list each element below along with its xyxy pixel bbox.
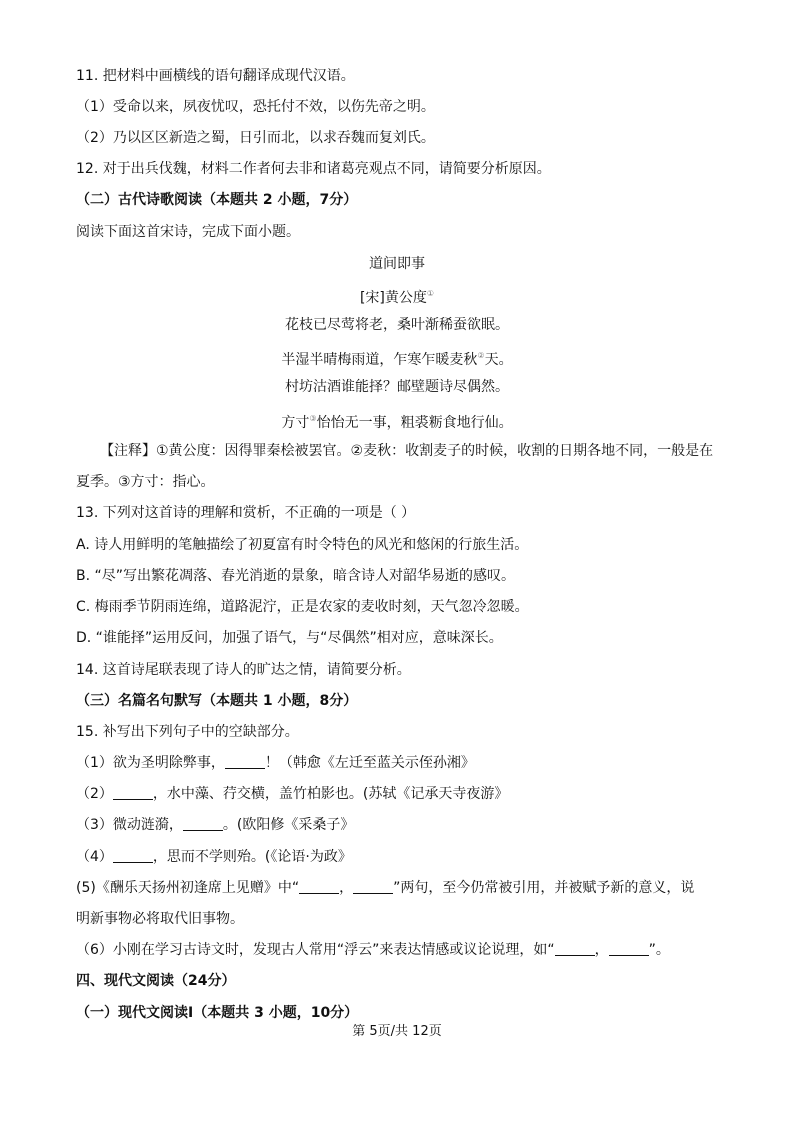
answer-blank[interactable]	[225, 754, 265, 769]
q13-option-a: A. 诗人用鲜明的笔触描绘了初夏富有时令特色的风光和悠闲的行旅生活。	[76, 537, 529, 553]
q15-item-5-cont: 明新事物必将取代旧事物。	[76, 911, 244, 927]
q15-item-3: （3）微动涟漪， 。(欧阳修《采桑子》	[76, 817, 355, 833]
answer-blank[interactable]	[609, 941, 649, 956]
poem-note-line-2: 夏季。③方寸：指心。	[76, 474, 215, 490]
note-marker-1: ①	[426, 289, 435, 298]
answer-blank[interactable]	[299, 879, 339, 894]
note-marker-2: ②	[477, 351, 485, 360]
q15-item-4: （4） ，思而不学则殆。(《论语·为政》	[76, 849, 352, 865]
poem-intro: 阅读下面这首宋诗，完成下面小题。	[76, 224, 300, 240]
answer-blank[interactable]	[353, 879, 393, 894]
q13-option-b: B. “尽”写出繁花凋落、春光消逝的景象，暗含诗人对韶华易逝的感叹。	[76, 568, 516, 584]
section-famous-heading: （三）名篇名句默写（本题共 1 小题，8分）	[76, 693, 358, 709]
poem-line-1: 花枝已尽莺将老，桑叶渐稀蚕欲眠。	[285, 317, 509, 333]
answer-blank[interactable]	[555, 941, 595, 956]
q15-item-2: （2） ，水中藻、荇交横，盖竹柏影也。(苏轼《记承天寺夜游》	[76, 786, 509, 802]
q13-option-c: C. 梅雨季节阴雨连绵，道路泥泞，正是农家的麦收时刻，天气忽冷忽暖。	[76, 599, 529, 615]
q15-stem: 15. 补写出下列句子中的空缺部分。	[76, 724, 299, 740]
poem-note-line-1: 【注释】①黄公度：因得罪秦桧被罢官。②麦秋：收割麦子的时候，收割的日期各地不同，一般是在	[100, 443, 714, 459]
q13-stem: 13. 下列对这首诗的理解和赏析，不正确的一项是（ ）	[76, 505, 416, 521]
q12-stem: 12. 对于出兵伐魏，材料二作者何去非和诸葛亮观点不同，请简要分析原因。	[76, 161, 551, 177]
note-marker-3: ③	[309, 414, 317, 423]
q11-stem: 11. 把材料中画横线的语句翻译成现代汉语。	[76, 68, 355, 84]
poem-title: 道间即事	[369, 256, 425, 272]
q13-option-d: D. “谁能择”运用反问，加强了语气，与“尽偶然”相对应，意味深长。	[76, 630, 503, 646]
poem-line-4: 方寸③怡怡无一事，粗裘粝食地行仙。	[281, 414, 513, 431]
answer-blank[interactable]	[183, 816, 223, 831]
answer-blank[interactable]	[113, 785, 153, 800]
page-footer: 第 5页/共 12页	[352, 1024, 442, 1039]
q15-item-1: （1）欲为圣明除弊事， ！（韩愈《左迁至蓝关示侄孙湘》	[76, 755, 475, 771]
q11-sentence-1: （1）受命以来，夙夜忧叹，恐托付不效，以伤先帝之明。	[76, 99, 435, 115]
poem-author: [宋]黄公度①	[359, 289, 435, 306]
q15-item-6: （6）小刚在学习古诗文时，发现古人常用“浮云”来表达情感或议论说理，如“ ， ”。	[76, 942, 670, 958]
section-modern-1-heading: （一）现代文阅读Ⅰ（本题共 3 小题，10分）	[76, 1005, 359, 1021]
q15-item-5: (5)《酬乐天扬州初逢席上见赠》中“ ， ”两句，至今仍常被引用，并被赋予新的意义，说	[76, 880, 695, 896]
poem-line-2: 半湿半晴梅雨道，乍寒乍暖麦秋②天。	[281, 351, 513, 368]
q11-sentence-2: （2）乃以区区新造之蜀，日引而北，以求吞魏而复刘氏。	[76, 130, 435, 146]
q14-stem: 14. 这首诗尾联表现了诗人的旷达之情，请简要分析。	[76, 662, 411, 678]
answer-blank[interactable]	[113, 848, 153, 863]
poem-line-3: 村坊沽酒谁能择？邮壁题诗尽偶然。	[285, 379, 509, 395]
section-poetry-heading: （二）古代诗歌阅读（本题共 2 小题，7分）	[76, 192, 358, 208]
section-modern-heading: 四、现代文阅读（24分）	[76, 973, 236, 989]
